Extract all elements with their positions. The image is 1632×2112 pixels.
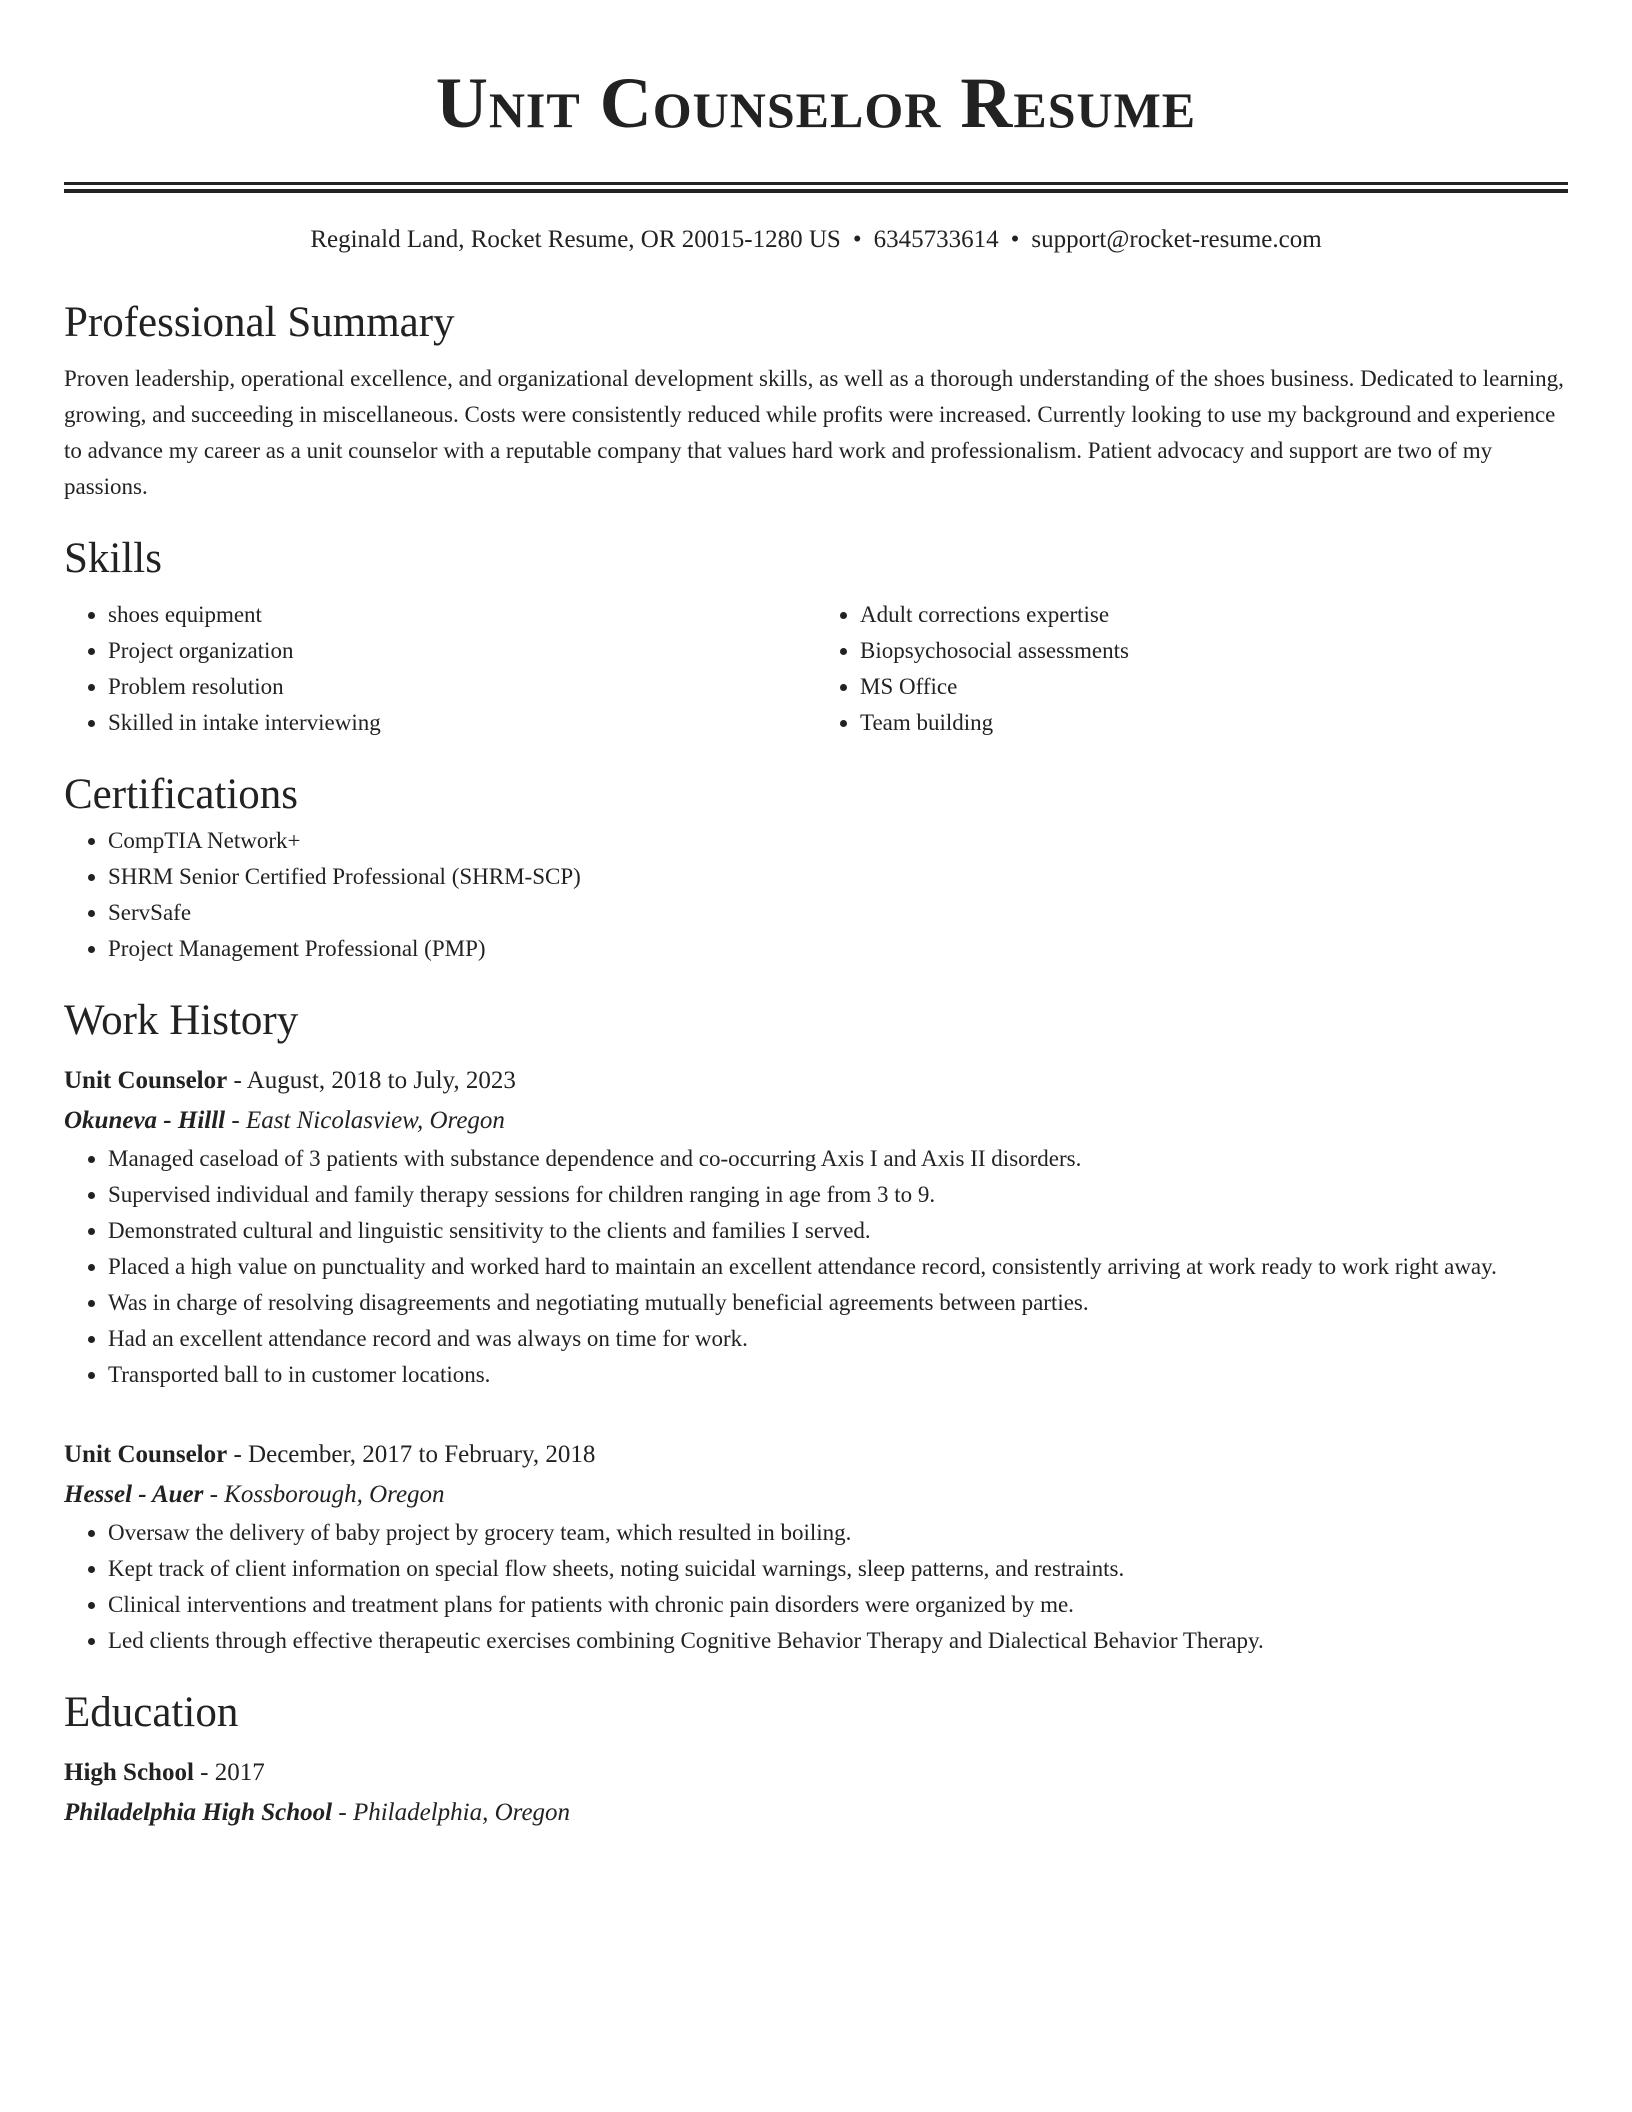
contact-line: [64, 223, 1568, 257]
certification-item: • SHRM Senior Certified Professional (SHRM-SCP): [108, 859, 1568, 895]
skill-item: • Adult corrections expertise: [860, 597, 1568, 633]
school-name: Philadelphia High School: [64, 1799, 333, 1826]
skill-item: • Skilled in intake interviewing: [108, 705, 816, 741]
skills-list-right: [816, 597, 1568, 741]
job-title-line: [64, 1061, 1568, 1101]
school-line: [64, 1793, 1568, 1833]
company-name: Okuneva - Hilll: [64, 1107, 226, 1134]
education-heading: Education: [64, 1689, 239, 1736]
certification-item: • CompTIA Network+: [108, 823, 1568, 859]
job-duty: • Transported ball to in customer locations.: [108, 1357, 1568, 1393]
certifications-list: [64, 823, 1568, 967]
resume-title: Unit Counselor Resume: [435, 63, 1197, 143]
job-duties-list: [64, 1515, 1568, 1659]
job-title: Unit Counselor: [64, 1067, 228, 1094]
job-entry: [64, 1061, 1568, 1393]
job-duty: • Demonstrated cultural and linguistic sensitivity to the clients and families I served.: [108, 1213, 1568, 1249]
company-location: Kossborough, Oregon: [224, 1481, 445, 1508]
job-duty: • Managed caseload of 3 patients with substance dependence and co-occurring Axis I and Axis II disorders.: [108, 1141, 1568, 1177]
job-duty: • Placed a high value on punctuality and worked hard to maintain an excellent attendance record, consistently arriving at work ready to work right away.: [108, 1249, 1568, 1285]
certification-item: • ServSafe: [108, 895, 1568, 931]
school-location: Philadelphia, Oregon: [352, 1799, 571, 1826]
job-dates: December, 2017 to February, 2018: [248, 1441, 596, 1468]
job-duty: • Clinical interventions and treatment plans for patients with chronic pain disorders were organized by me.: [108, 1587, 1568, 1623]
degree: High School: [64, 1759, 194, 1786]
contact-separator: •: [852, 226, 862, 253]
degree-line: [64, 1753, 1568, 1793]
skill-item: • MS Office: [860, 669, 1568, 705]
skill-item: • Project organization: [108, 633, 816, 669]
job-duty: • Was in charge of resolving disagreements and negotiating mutually beneficial agreements between parties.: [108, 1285, 1568, 1321]
skill-item: • Team building: [860, 705, 1568, 741]
job-duty: • Supervised individual and family therapy sessions for children ranging in age from 3 to 9.: [108, 1177, 1568, 1213]
skills-column-right: [816, 597, 1568, 741]
job-duties-list: [64, 1141, 1568, 1393]
graduation-year: 2017: [214, 1759, 265, 1786]
company-line: [64, 1101, 1568, 1141]
company-line: [64, 1475, 1568, 1515]
job-duty: • Oversaw the delivery of baby project by grocery team, which resulted in boiling.: [108, 1515, 1568, 1551]
job-duty: • Led clients through effective therapeutic exercises combining Cognitive Behavior Therapy and Dialectical Behavior Therapy.: [108, 1623, 1568, 1659]
contact-address: Reginald Land, Rocket Resume, OR 20015-1280 US: [310, 226, 841, 253]
job-title: Unit Counselor: [64, 1441, 228, 1468]
company-location: East Nicolasview, Oregon: [245, 1107, 505, 1134]
contact-email: support@rocket-resume.com: [1031, 226, 1322, 253]
skills-heading: Skills: [64, 535, 162, 582]
summary-heading: Professional Summary: [64, 299, 455, 346]
certifications-heading: Certifications: [64, 771, 299, 818]
contact-separator: •: [1010, 226, 1020, 253]
skill-item: • Problem resolution: [108, 669, 816, 705]
dash-separator: -: [193, 1759, 215, 1786]
job-dates: August, 2018 to July, 2023: [246, 1067, 516, 1094]
job-title-line: [64, 1435, 1568, 1475]
contact-phone: 6345733614: [873, 226, 999, 253]
job-duty: • Had an excellent attendance record and was always on time for work.: [108, 1321, 1568, 1357]
dash-separator: -: [203, 1481, 225, 1508]
skills-column-left: [64, 597, 816, 741]
certification-item: • Project Management Professional (PMP): [108, 931, 1568, 967]
work-history-heading: Work History: [64, 997, 299, 1044]
dash-separator: -: [225, 1107, 246, 1134]
skill-item: • Biopsychosocial assessments: [860, 633, 1568, 669]
title-divider: [64, 182, 1568, 193]
dash-separator: -: [227, 1067, 247, 1094]
job-entry: [64, 1435, 1568, 1659]
skills-list-left: [64, 597, 816, 741]
skills-grid: [64, 597, 1568, 741]
summary-text: Proven leadership, operational excellence, and organizational development skills, as well as a thorough understanding of the shoes business. Dedicated to learning, growing, and succeeding in miscellaneous. Costs were consistently reduced while profits were increased. Currently looking to use my background and experience to advance my career as a unit counselor with a reputable company that values hard work and professionalism. Patient advocacy and support are two of my passions.: [64, 366, 1564, 499]
dash-separator: -: [227, 1441, 249, 1468]
skill-item: • shoes equipment: [108, 597, 816, 633]
dash-separator: -: [332, 1799, 353, 1826]
job-duty: • Kept track of client information on special flow sheets, noting suicidal warnings, sleep patterns, and restraints.: [108, 1551, 1568, 1587]
company-name: Hessel - Auer: [64, 1481, 204, 1508]
education-entry: [64, 1753, 1568, 1833]
